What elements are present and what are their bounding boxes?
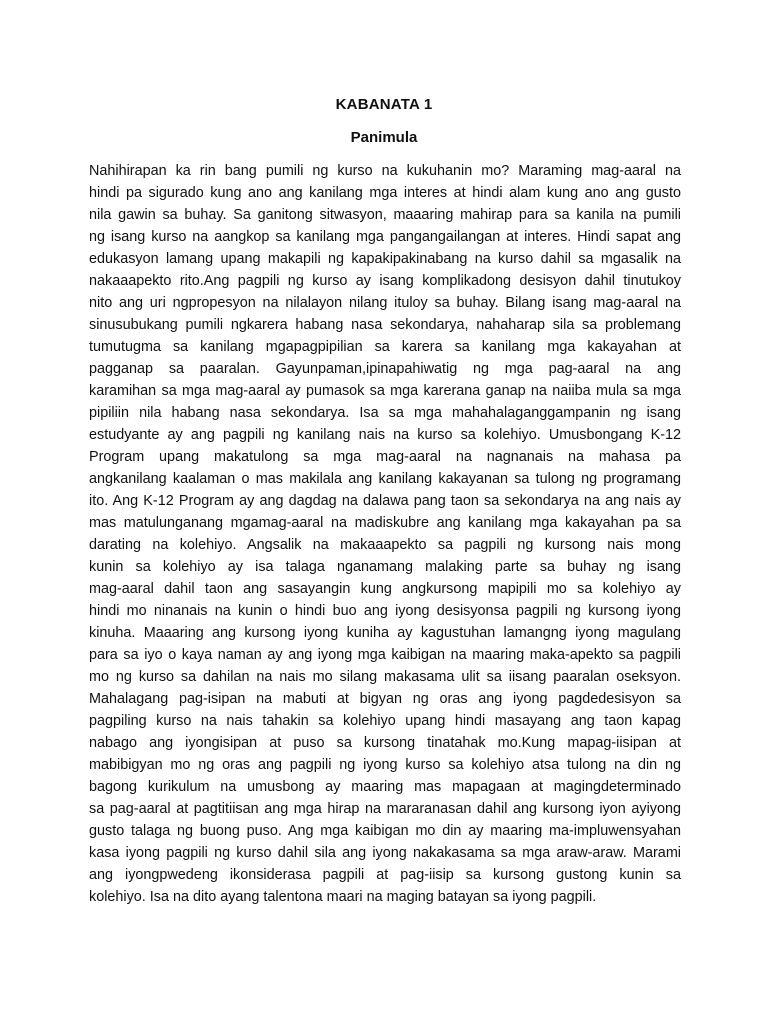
paragraph-line: Nahihirapan ka rin bang pumili ng kurso na kukuhanin mo? Maraming mag-aaral na [89, 163, 681, 179]
paragraph-line: pagganap sa paaralan. Gayunpaman,ipinapahiwatig ng mga pag-aaral na ang [89, 361, 681, 377]
paragraph-line: sa pag-aaral at pagtitiisan ang mga hirap na mararanasan dahil ang kursong iyon ayiyong [89, 801, 681, 817]
paragraph-line: sinusubukang pumili ngkarera habang nasa sekondarya, nahaharap sila sa problemang [89, 317, 681, 333]
paragraph-line: gusto talaga ng buong puso. Ang mga kaibigan mo din ay maaring ma-impluwensyahan [89, 823, 681, 839]
paragraph-line: kolehiyo. Isa na dito ayang talentona maari na maging batayan sa iyong pagpili. [89, 889, 597, 905]
paragraph-line: bagong kurikulum na umusbong ay maaring mas mapagaan at magingdeterminado [89, 779, 681, 795]
paragraph-line: ng isang kurso na aangkop sa kanilang mga pangangailangan at interes. Hindi sapat ang [89, 229, 681, 245]
paragraph-line: ang iyongpwedeng ikonsiderasa pagpili at pag-iisip sa kursong gustong kunin sa [89, 867, 681, 883]
section-title: Panimula [350, 129, 418, 146]
paragraph-line: edukasyon lamang upang makapili ng kapakipakinabang na kurso dahil sa mgasalik na [89, 251, 681, 267]
paragraph-line: angkanilang kaalaman o mas makilala ang kanilang kakayanan sa tulong ng programang [89, 471, 681, 487]
paragraph-line: pipiliin nila habang nasa sekondarya. Isa sa mga mahahalaganggampanin ng isang [89, 405, 681, 421]
chapter-title: KABANATA 1 [335, 96, 433, 113]
body-paragraph [89, 160, 681, 908]
paragraph-line: darating na kolehiyo. Angsalik na makaaapekto sa pagpili ng kursong nais mong [89, 537, 681, 553]
paragraph-line: kinuha. Maaaring ang kursong iyong kuniha ay kagustuhan lamangng iyong magulang [89, 625, 681, 641]
paragraph-line: mo ng kurso sa dahilan na nais mo silang makasama ulit sa iisang paaralan oseksyon. [89, 669, 681, 685]
paragraph-line: Mahalagang pag-isipan na mabuti at bigyan ng oras ang iyong pagdedesisyon sa [89, 691, 681, 707]
paragraph-line: kunin sa kolehiyo ay isa talaga nganamang malaking parte sa buhay ng isang [89, 559, 681, 575]
paragraph-line: kasa iyong pagpili ng kurso dahil sila ang iyong nakakasama sa mga araw-araw. Marami [89, 845, 681, 861]
paragraph-line: nila gawin sa buhay. Sa ganitong sitwasyon, maaaring mahirap para sa kanila na pumili [89, 207, 681, 223]
paragraph-line: nito ang uri ngpropesyon na nilalayon nilang ituloy sa buhay. Bilang isang mag-aaral na [89, 295, 681, 311]
paragraph-line: hindi mo ninanais na kunin o hindi buo ang iyong desisyonsa pagpili ng kursong iyong [89, 603, 681, 619]
paragraph-line: mag-aaral dahil taon ang sasayangin kung angkursong mapipili mo sa kolehiyo ay [89, 581, 681, 597]
paragraph-line: tumutugma sa kanilang mgapagpipilian sa karera sa kanilang mga kakayahan at [89, 339, 681, 355]
paragraph-line: karamihan sa mga mag-aaral ay pumasok sa mga karerana ganap na naiiba mula sa mga [89, 383, 681, 399]
paragraph-line: nakaaapekto rito.Ang pagpili ng kurso ay isang komplikadong desisyon dahil tinutukoy [89, 273, 681, 289]
paragraph-line: pagpiling kurso na nais tahakin sa kolehiyo upang hindi masayang ang taon kapag [89, 713, 681, 729]
paragraph-line: ito. Ang K-12 Program ay ang dagdag na dalawa pang taon sa sekondarya na ang nais ay [89, 493, 681, 509]
paragraph-line: nabago ang iyongisipan at puso sa kursong tinatahak mo.Kung mapag-iisipan at [89, 735, 681, 751]
paragraph-line: mas matulunganang mgamag-aaral na madiskubre ang kanilang mga kakayahan pa sa [89, 515, 681, 531]
paragraph-line: hindi pa sigurado kung ano ang kanilang mga interes at hindi alam kung ano ang gusto [89, 185, 681, 201]
paragraph-line: mabibigyan mo ng oras ang pagpili ng iyong kurso sa kolehiyo atsa tulong na din ng [89, 757, 681, 773]
paragraph-line: Program upang makatulong sa mga mag-aaral na nagnanais na mahasa pa [89, 449, 681, 465]
paragraph-line: para sa iyo o kaya naman ay ang iyong mga kaibigan na maaring maka-apekto sa pagpili [89, 647, 681, 663]
paragraph-line: estudyante ay ang pagpili ng kanilang nais na kurso sa kolehiyo. Umusbongang K-12 [89, 427, 681, 443]
